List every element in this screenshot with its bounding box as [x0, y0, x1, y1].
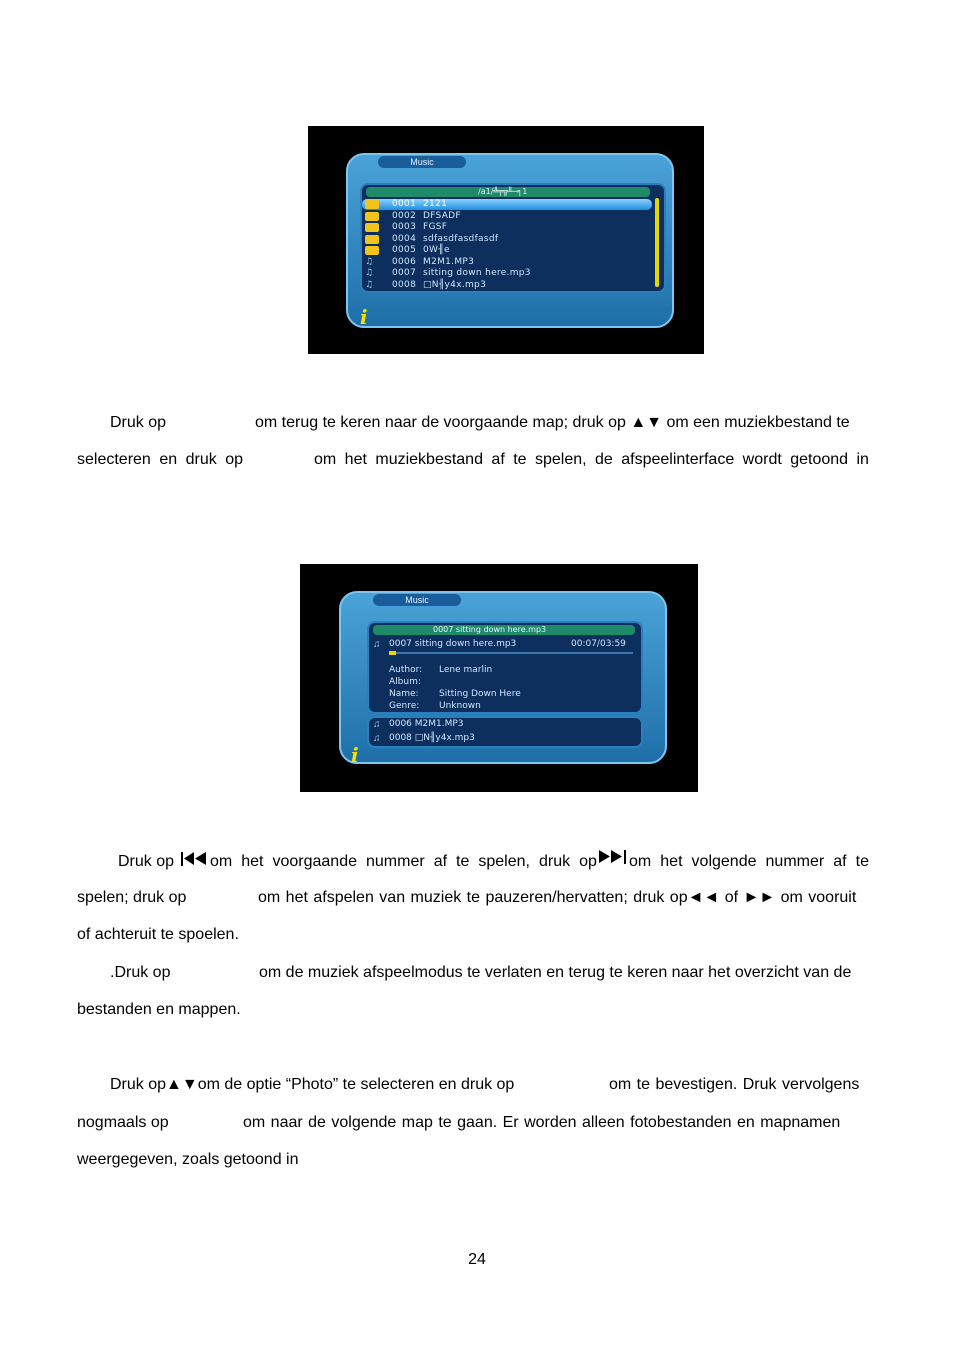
p4-line2-b: om naar de volgende map te gaan. Er worden alleen fotobestanden en mapnamen	[243, 1114, 841, 1131]
file-name: □N╢y4x.mp3	[423, 279, 487, 290]
word: volgende	[691, 853, 757, 870]
word: selecteren	[77, 451, 151, 468]
music-browser-screenshot	[308, 126, 704, 354]
file-list-area	[360, 183, 666, 293]
file-list-item[interactable]	[362, 211, 652, 222]
info-icon: i	[351, 743, 359, 767]
folder-icon	[365, 200, 379, 209]
word: om	[210, 853, 233, 870]
word: het	[344, 451, 367, 468]
word: in	[856, 451, 869, 468]
word: de	[595, 451, 613, 468]
p2-line1-a: Druk op	[118, 853, 175, 870]
word: druk	[538, 853, 571, 870]
metadata-value: Sitting Down Here	[439, 689, 521, 699]
word: en	[159, 451, 178, 468]
file-number: 0004	[392, 233, 417, 244]
track-name: 0007 sitting down here.mp3	[389, 639, 517, 649]
music-note-icon: ♫	[365, 268, 374, 278]
file-list-item[interactable]	[362, 280, 652, 291]
p4-line3: weergegeven, zoals getoond in	[77, 1151, 299, 1168]
metadata-value: Lene marlin	[439, 665, 493, 675]
playlist-item-name: 0008 □N╢y4x.mp3	[389, 733, 475, 743]
p2-line2-a: spelen; druk op	[77, 889, 187, 906]
file-name: sdfasdfasdfasdf	[423, 233, 499, 244]
p3-line2: bestanden en mappen.	[77, 1001, 241, 1018]
p3-line1-a: .Druk op	[110, 964, 171, 981]
word: druk	[185, 451, 217, 468]
p2-line1-c	[629, 852, 869, 872]
info-icon: i	[360, 305, 368, 329]
word: te	[855, 853, 869, 870]
music-note-icon: ♫	[373, 719, 381, 730]
word: te	[513, 451, 527, 468]
p4-line1-b: om te bevestigen. Druk vervolgens	[609, 1076, 860, 1093]
word: het	[241, 853, 264, 870]
p4-line1-a: Druk op▲▼om de optie “Photo” te selecteren en druk op	[110, 1076, 515, 1093]
p1-line1-b: om terug te keren naar de voorgaande map; druk op ▲▼ om een muziekbestand te	[255, 414, 850, 431]
file-list	[362, 199, 652, 291]
word: nummer	[366, 853, 425, 870]
file-number: 0002	[392, 210, 417, 221]
progress-bar[interactable]	[389, 652, 633, 654]
metadata-value: Unknown	[439, 701, 481, 711]
word: nummer	[765, 853, 825, 870]
p2-line3: of achteruit te spoelen.	[77, 926, 239, 943]
file-number: 0001	[392, 199, 417, 209]
music-note-icon: ♫	[365, 279, 374, 290]
metadata-label: Name:	[389, 689, 419, 699]
word: het	[660, 853, 683, 870]
file-list-item[interactable]	[362, 199, 652, 210]
file-number: 0003	[392, 222, 417, 232]
music-note-icon: ♫	[365, 256, 374, 267]
scrollbar[interactable]	[655, 198, 659, 287]
file-name: sitting down here.mp3	[423, 268, 531, 278]
folder-icon	[365, 235, 379, 244]
progress-fill	[389, 651, 396, 655]
word: afspeelinterface	[621, 451, 735, 468]
next-track-icon	[599, 849, 627, 865]
now-playing-area	[367, 621, 643, 714]
folder-icon	[365, 223, 379, 232]
folder-icon	[365, 212, 379, 221]
music-tab[interactable]: Music	[373, 594, 461, 606]
word: af	[491, 451, 505, 468]
previous-track-icon	[181, 851, 207, 867]
p1-line1-a: Druk op	[110, 414, 167, 431]
p1-line2-b	[314, 450, 869, 470]
file-list-item[interactable]	[362, 234, 652, 245]
metadata-label: Author:	[389, 665, 423, 675]
playlist-item[interactable]	[369, 719, 629, 731]
file-list-item[interactable]	[362, 222, 652, 233]
music-tab[interactable]: Music	[378, 156, 466, 168]
metadata-label: Album:	[389, 677, 421, 687]
word: te	[456, 853, 470, 870]
now-playing-title: 0007 sitting down here.mp3	[433, 625, 547, 634]
p2-line1-b	[210, 852, 597, 872]
file-number: 0007	[392, 268, 417, 278]
track-metadata	[389, 665, 629, 713]
file-name: DFSADF	[423, 210, 461, 221]
word: getoond	[790, 451, 849, 468]
metadata-label: Genre:	[389, 701, 420, 711]
word: spelen,	[478, 853, 530, 870]
word: om	[629, 853, 652, 870]
music-note-icon: ♫	[373, 733, 381, 744]
word: voorgaande	[272, 853, 357, 870]
word: af	[833, 853, 847, 870]
music-note-icon: ♫	[373, 639, 381, 650]
now-playing-title-bar	[373, 625, 635, 635]
path-bar	[366, 187, 650, 197]
word: muziekbestand	[375, 451, 483, 468]
playlist-item[interactable]	[369, 733, 629, 745]
music-player-panel	[339, 591, 667, 767]
word: spelen,	[534, 451, 587, 468]
p4-line2-a: nogmaals op	[77, 1114, 169, 1131]
file-number: 0006	[392, 256, 417, 267]
word: op	[225, 451, 243, 468]
file-name: M2M1.MP3	[423, 256, 475, 267]
playlist	[369, 719, 639, 747]
music-player-screenshot	[300, 564, 698, 792]
file-name: 0W╢e	[423, 245, 450, 255]
file-number: 0008	[392, 279, 417, 290]
file-list-item[interactable]	[362, 268, 652, 279]
file-name: FGSF	[423, 222, 448, 232]
file-name: 2121	[423, 199, 448, 209]
word: op	[579, 853, 597, 870]
p1-line2-a	[77, 450, 243, 470]
file-number: 0005	[392, 245, 417, 255]
word: wordt	[742, 451, 782, 468]
word: af	[433, 853, 448, 870]
p3-line1-b: om de muziek afspeelmodus te verlaten en terug te keren naar het overzicht van de	[259, 964, 852, 981]
word: om	[314, 451, 337, 468]
folder-icon	[365, 246, 379, 255]
p2-line2-b: om het afspelen van muziek te pauzeren/hervatten; druk op◄◄ of ►► om vooruit	[258, 889, 857, 906]
file-list-item[interactable]	[362, 257, 652, 268]
playlist-area	[367, 716, 643, 748]
page-number: 24	[468, 1251, 486, 1268]
path-text: /a1/╩╤╦╨─╕1	[478, 187, 528, 196]
playlist-item-name: 0006 M2M1.MP3	[389, 719, 464, 729]
music-browser-panel	[346, 153, 674, 328]
file-list-item[interactable]	[362, 245, 652, 256]
track-time: 00:07/03:59	[571, 639, 626, 649]
